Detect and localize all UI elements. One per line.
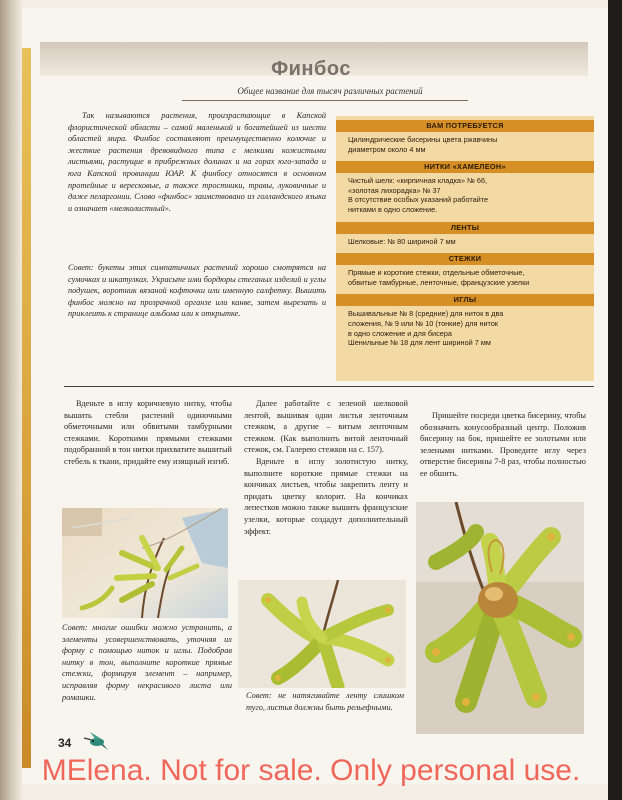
step3-paragraph: Вденьте в иглу золотистую нитку, выполните короткие прямые стежки на кончиках листьев, чтобы закрепить ленту и придать цветку колорит. На кончиках лепестков можно также вышить французские узелки, которые создадут дополнительный эффект. bbox=[244, 456, 408, 536]
step1-text bbox=[64, 398, 232, 468]
materials-line: Шелковые: № 80 шириной 7 мм bbox=[348, 236, 456, 246]
materials-line: В отсутствие особых указаний работайте bbox=[348, 195, 489, 205]
page-edge-decoration bbox=[22, 48, 31, 768]
hummingbird-icon bbox=[82, 730, 108, 757]
subtitle-rule bbox=[182, 100, 468, 101]
materials-line: Чистый шелк: «кирпичная кладка» № 66, bbox=[348, 176, 488, 186]
threads-heading: НИТКИ «ХАМЕЛЕОН» bbox=[336, 161, 594, 173]
book-spine bbox=[0, 0, 22, 800]
materials-line: в одно сложение и для бисера bbox=[348, 328, 452, 338]
materials-heading: ВАМ ПОТРЕБУЕТСЯ bbox=[336, 120, 594, 132]
materials-section bbox=[336, 222, 594, 250]
watermark: MElena. Not for sale. Only personal use. bbox=[41, 754, 581, 787]
stitches-body bbox=[336, 265, 594, 290]
caption-left: Совет: многие ошибки можно устранить, а элементы усовершенствовать, уточняя их форму с помощью ниток и иглы. Подобрав нитку в тон, выполните короткие прямые стежки, формируя элемент – например, исправляя форму некрасивого листа или ромашки. bbox=[62, 623, 232, 702]
ribbons-body bbox=[336, 234, 594, 250]
step1-paragraph: Вденьте в иглу коричневую нитку, чтобы вышить стебли растений одиночными обметочными или обвитыми тамбурными стежками. Короткими прямыми стежками подобранной в тон нитки прихватите вышитый стебель к ткани, придайте ему изящный изгиб. bbox=[64, 399, 232, 466]
threads-body bbox=[336, 173, 594, 217]
needles-heading: ИГЛЫ bbox=[336, 294, 594, 306]
materials-section bbox=[336, 294, 594, 350]
scan-edge bbox=[608, 0, 622, 800]
step2-paragraph: Далее работайте с зеленой шелковой лентой, вышивая одни листья ленточным стежком, а другие – витым ленточным стежком. (Как выполнить витой ленточный стежок, см. Галерею стежков на с. 157). bbox=[244, 399, 408, 455]
materials-line: Шенильные № 18 для лент шириной 7 мм bbox=[348, 338, 491, 348]
materials-line: диаметром около 4 мм bbox=[348, 144, 426, 154]
photo-ribbon-leaves bbox=[238, 580, 406, 688]
section-divider bbox=[64, 386, 594, 387]
stitches-heading: СТЕЖКИ bbox=[336, 253, 594, 265]
materials-box bbox=[336, 116, 594, 381]
tip-top: Совет: букеты этих симпатичных растений хорошо смотрятся на сумочках и шкатулках. Украсьте ими бордюры стеганых изделий и углы подушек, воротник вязаной кофточки или именную салфетку. Вышить финбос можно на прозрачной органзе или канве, затем вырезать и приклеить к странице альбома или к открытке. bbox=[68, 263, 326, 319]
photo-stems bbox=[62, 508, 228, 618]
step4-text bbox=[420, 410, 586, 480]
materials-line: нитками в одно сложение. bbox=[348, 204, 438, 214]
materials-section bbox=[336, 120, 594, 157]
materials-body bbox=[336, 132, 594, 157]
page-subtitle: Общее название для тысяч различных растений bbox=[237, 86, 423, 96]
photo-bead-flower bbox=[416, 502, 584, 734]
materials-line: обвитые тамбурные, ленточные, французские узелки bbox=[348, 277, 530, 287]
step2-text bbox=[244, 398, 408, 537]
materials-section bbox=[336, 253, 594, 290]
materials-section bbox=[336, 161, 594, 217]
step4-paragraph: Пришейте посреди цветка бисерину, чтобы обозначить конусообразный центр. Положив бисерину на бок, пришейте ее золотыми или зелеными нитками. Проведите иглу через отверстие бисерины 7-8 раз, чтобы полностью ее обшить. bbox=[420, 411, 586, 478]
caption-mid: Совет: не натягивайте ленту слишком туго, листья должны быть рельефными. bbox=[246, 691, 404, 712]
page-number: 34 bbox=[58, 736, 72, 750]
page-title: Финбос bbox=[271, 58, 351, 80]
intro-text bbox=[68, 110, 326, 214]
ribbons-heading: ЛЕНТЫ bbox=[336, 222, 594, 234]
materials-line: Вышивальные № 8 (средние) для ниток в два bbox=[348, 309, 504, 319]
materials-line: «золотая лихорадка» № 37 bbox=[348, 185, 441, 195]
needles-body bbox=[336, 306, 594, 350]
intro-paragraph: Так называются растения, произрастающие в Капской флористической области – самой маленькой и богатейшей из шести областей мира. Финбос составляют преимущественно колючие и жесткие растения древовидного типа с мелкими кожистыми листьями, растущие в прибрежных долинах и на горах юго-запада и юга Капской провинции ЮАР. К финбосу относятся в основном протейные и вересковые, а также тростники, травы, луковичные и даже пеларгонии. Слово «финбос» заимствовано из голландского языка и означает «мелколистный». bbox=[68, 111, 326, 213]
materials-line: Цилиндрические бисерины цвета ржавчины bbox=[348, 135, 498, 144]
materials-line: Прямые и короткие стежки, отдельные обметочные, bbox=[348, 268, 525, 278]
materials-line: сложения, № 9 или № 10 (тонкие) для ниток bbox=[348, 318, 499, 328]
